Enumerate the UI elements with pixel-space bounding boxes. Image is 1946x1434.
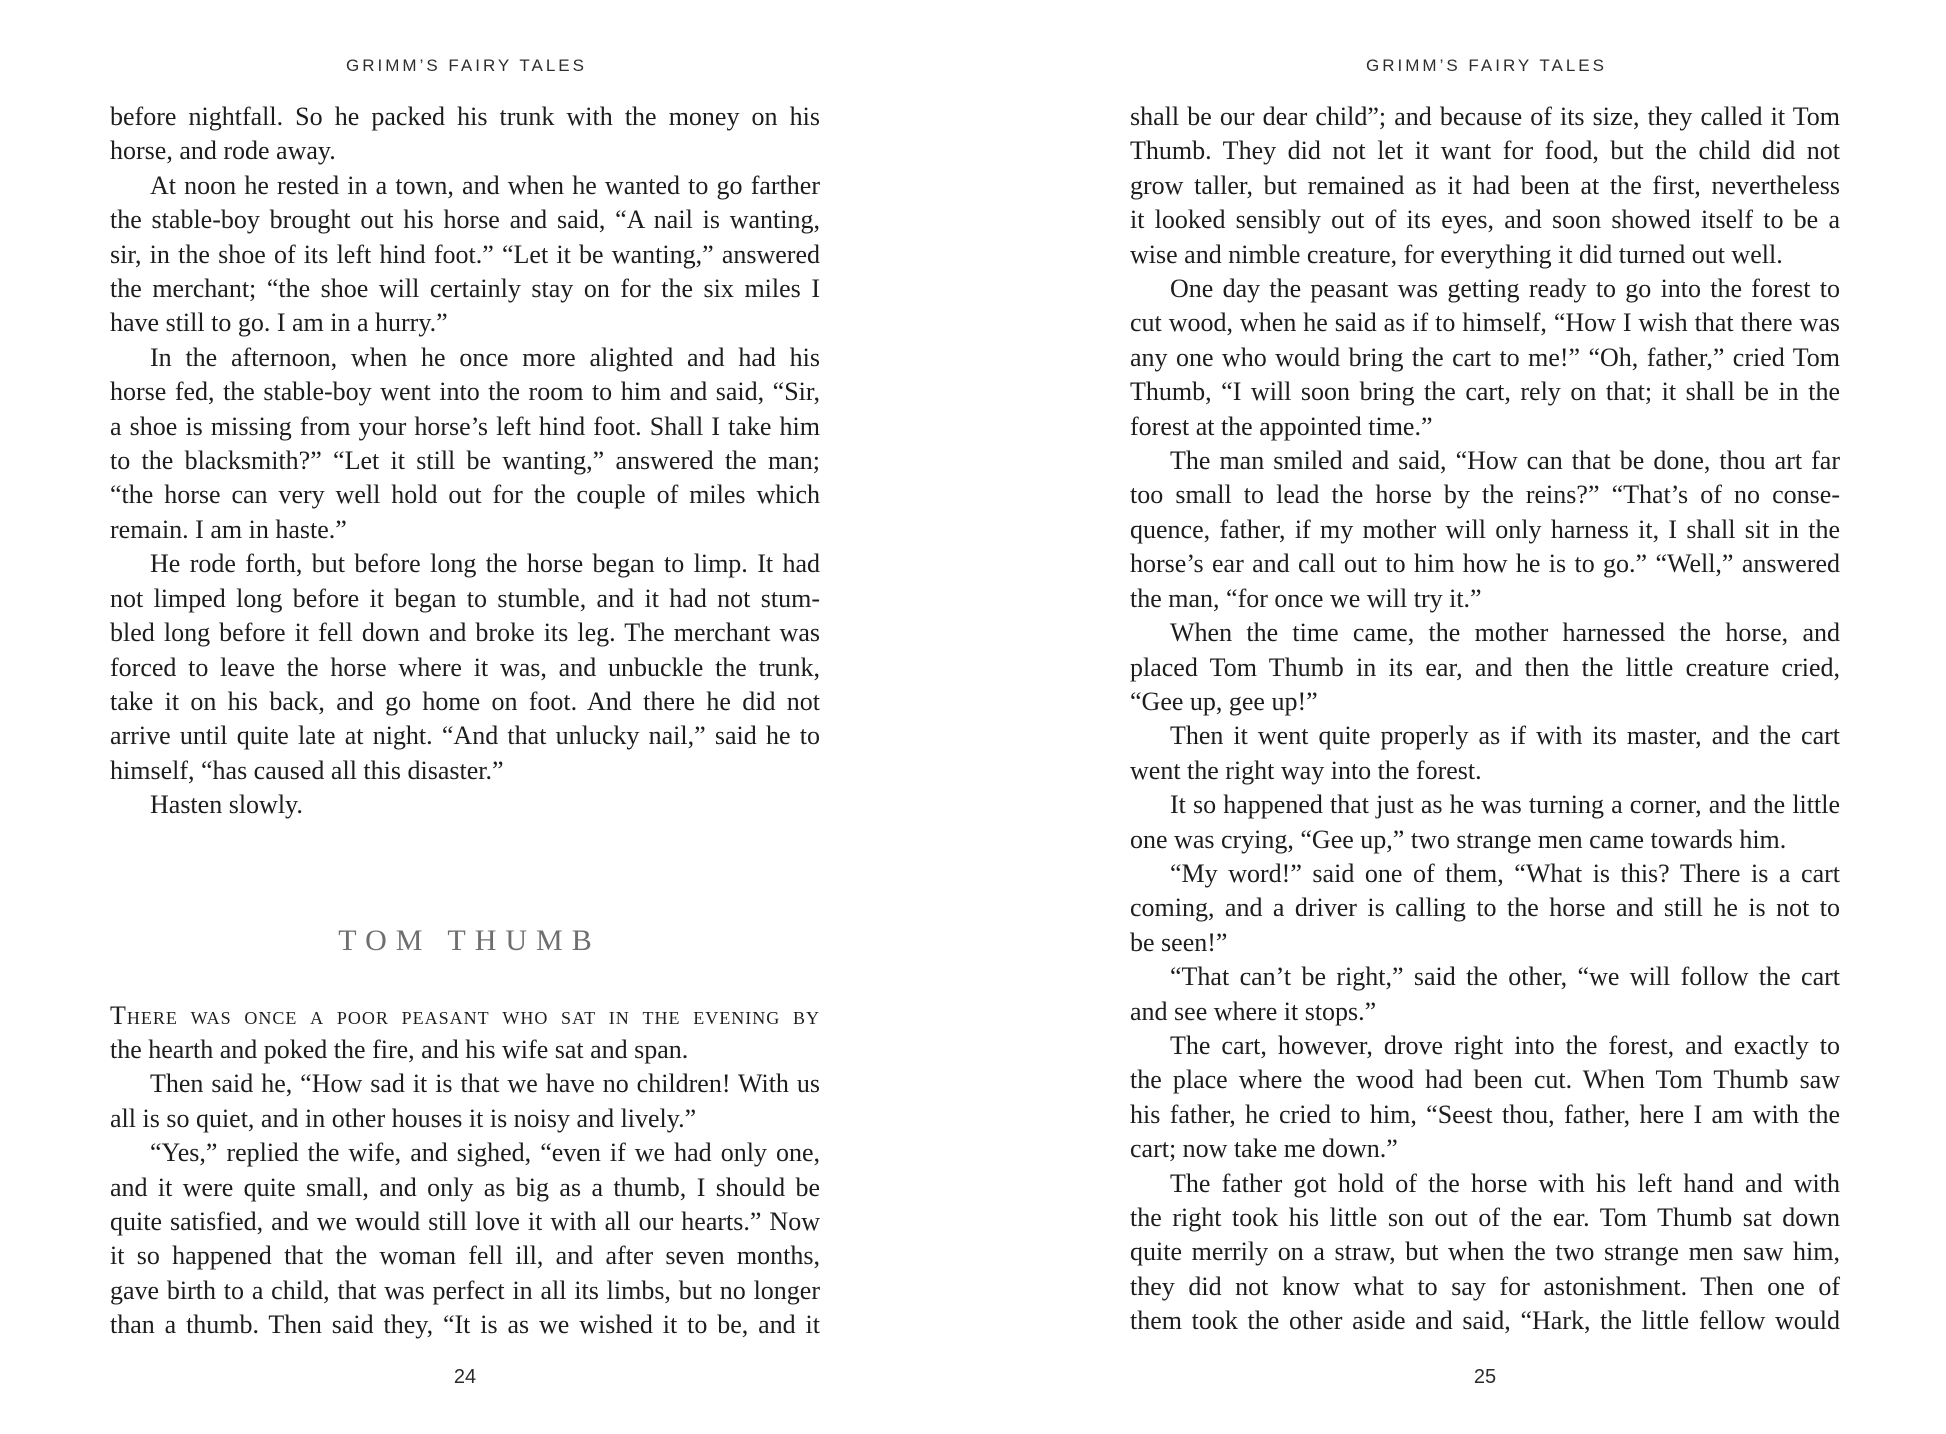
- text-line: The cart, however, drove right into the forest, and exactly to: [1170, 1030, 1840, 1060]
- page-body: [1130, 100, 1840, 1339]
- text-line: not limped long before it began to stumble, and it had not stum-: [110, 583, 820, 613]
- text-line: and see where it stops.”: [1130, 996, 1377, 1026]
- text-line: quite satisfied, and we would still love it with all our hearts.” Now: [110, 1206, 820, 1236]
- text-line: One day the peasant was getting ready to go into the forest to: [1170, 274, 1840, 304]
- text-line: forest at the appointed time.”: [1130, 411, 1433, 441]
- text-line: have still to go. I am in a hurry.”: [110, 308, 448, 338]
- text-line: There was once a poor peasant who sat in the evening by: [110, 1000, 820, 1030]
- text-line: “My word!” said one of them, “What is this? There is a cart: [1170, 858, 1840, 888]
- text-line: quite merrily on a straw, but when the two strange men saw him,: [1130, 1237, 1840, 1267]
- text-line: went the right way into the forest.: [1130, 755, 1482, 785]
- paragraph: [1130, 616, 1840, 719]
- text-line: The father got hold of the horse with his left hand and with: [1170, 1168, 1840, 1198]
- paragraph: [1130, 960, 1840, 1029]
- page-body: [110, 100, 820, 1343]
- running-header: GRIMM’S FAIRY TALES: [1366, 56, 1607, 75]
- text-line: the merchant; “the shoe will certainly stay on for the six miles I: [110, 274, 820, 304]
- paragraph: [110, 341, 820, 547]
- text-line: grow taller, but remained as it had been at the first, nevertheless: [1130, 170, 1840, 200]
- paragraph: [1130, 1167, 1840, 1339]
- paragraph: [1130, 100, 1840, 272]
- text-line: arrive until quite late at night. “And that unlucky nail,” said he to: [110, 721, 820, 751]
- text-line: and it were quite small, and only as big as a thumb, I should be: [110, 1172, 820, 1202]
- paragraph: [110, 999, 820, 1068]
- text-line: “the horse can very well hold out for the couple of miles which: [110, 480, 820, 510]
- text-line: they did not know what to say for astonishment. Then one of: [1130, 1271, 1840, 1301]
- text-line: cart; now take me down.”: [1130, 1134, 1398, 1164]
- text-line: be seen!”: [1130, 927, 1228, 957]
- text-line: Hasten slowly.: [150, 790, 303, 820]
- text-line: it looked sensibly out of its eyes, and soon showed itself to be a: [1130, 205, 1840, 235]
- text-line: than a thumb. Then said they, “It is as we wished it to be, and it: [110, 1310, 820, 1340]
- paragraph: [110, 1067, 820, 1136]
- text-line: the place where the wood had been cut. When Tom Thumb saw: [1130, 1065, 1840, 1095]
- text-line: forced to leave the horse where it was, and unbuckle the trunk,: [110, 652, 820, 682]
- running-header: GRIMM’S FAIRY TALES: [346, 56, 587, 75]
- text-line: all is so quiet, and in other houses it is noisy and lively.”: [110, 1103, 697, 1133]
- text-line: any one who would bring the cart to me!” “Oh, father,” cried Tom: [1130, 342, 1840, 372]
- text-line: In the afternoon, when he once more alighted and had his: [150, 342, 820, 372]
- paragraph: [110, 169, 820, 341]
- text-line: Then it went quite properly as if with its master, and the cart: [1170, 721, 1840, 751]
- text-line: horse, and rode away.: [110, 136, 336, 166]
- text-line: quence, father, if my mother will only harness it, I shall sit in the: [1130, 514, 1840, 544]
- text-line: gave birth to a child, that was perfect in all its limbs, but no longer: [110, 1275, 820, 1305]
- paragraph: [1130, 719, 1840, 788]
- text-line: himself, “has caused all this disaster.”: [110, 755, 504, 785]
- text-line: Then said he, “How sad it is that we have no children! With us: [150, 1069, 820, 1099]
- text-line: the stable-boy brought out his horse and said, “A nail is wanting,: [110, 205, 820, 235]
- text-line: take it on his back, and go home on foot. And there he did not: [110, 686, 820, 716]
- text-line: wise and nimble creature, for everything it did turned out well.: [1130, 239, 1783, 269]
- paragraph: [1130, 272, 1840, 444]
- text-line: sir, in the shoe of its left hind foot.” “Let it be wanting,” answered: [110, 239, 820, 269]
- paragraph: [1130, 788, 1840, 857]
- text-line: It so happened that just as he was turning a corner, and the little: [1170, 790, 1840, 820]
- text-line: At noon he rested in a town, and when he wanted to go farther: [150, 170, 820, 200]
- paragraph: [110, 1136, 820, 1342]
- text-line: the hearth and poked the fire, and his wife sat and span.: [110, 1034, 689, 1064]
- text-line: horse fed, the stable-boy went into the room to him and said, “Sir,: [110, 377, 820, 407]
- text-line: He rode forth, but before long the horse began to limp. It had: [150, 549, 820, 579]
- text-line: horse’s ear and call out to him how he is to go.” “Well,” answered: [1130, 549, 1840, 579]
- text-line: coming, and a driver is calling to the horse and still he is not to: [1130, 893, 1840, 923]
- text-line: one was crying, “Gee up,” two strange men came towards him.: [1130, 824, 1787, 854]
- text-line: a shoe is missing from your horse’s left hind foot. Shall I take him: [110, 411, 820, 441]
- paragraph: [110, 547, 820, 788]
- chapter-heading: TOM THUMB: [338, 923, 601, 957]
- text-line: the man, “for once we will try it.”: [1130, 583, 1482, 613]
- paragraph: [110, 788, 820, 822]
- text-line: it so happened that the woman fell ill, and after seven months,: [110, 1241, 820, 1271]
- text-line: remain. I am in haste.”: [110, 514, 347, 544]
- paragraph: [1130, 1029, 1840, 1167]
- page-left: [110, 0, 820, 1434]
- text-line: placed Tom Thumb in its ear, and then the little creature cried,: [1130, 652, 1840, 682]
- text-line: bled long before it fell down and broke its leg. The merchant was: [110, 618, 820, 648]
- text-line: “That can’t be right,” said the other, “we will follow the cart: [1170, 962, 1840, 992]
- text-line: Thumb, “I will soon bring the cart, rely on that; it shall be in the: [1130, 377, 1840, 407]
- page-number: 24: [453, 1366, 477, 1388]
- text-line: before nightfall. So he packed his trunk with the money on his: [110, 102, 820, 131]
- text-line: his father, he cried to him, “Seest thou, father, here I am with the: [1130, 1099, 1840, 1129]
- text-line: “Gee up, gee up!”: [1130, 686, 1318, 716]
- text-line: too small to lead the horse by the reins?” “That’s of no conse-: [1130, 480, 1840, 510]
- text-line: Thumb. They did not let it want for food, but the child did not: [1130, 136, 1840, 166]
- text-line: The man smiled and said, “How can that be done, thou art far: [1170, 446, 1840, 476]
- text-line: them took the other aside and said, “Hark, the little fellow would: [1130, 1306, 1840, 1336]
- paragraph: [110, 100, 820, 169]
- paragraph: [1130, 857, 1840, 960]
- text-line: cut wood, when he said as if to himself, “How I wish that there was: [1130, 308, 1840, 338]
- page-right: [1130, 0, 1840, 1434]
- page-number: 25: [1473, 1366, 1497, 1388]
- text-line: When the time came, the mother harnessed the horse, and: [1170, 618, 1840, 648]
- text-line: shall be our dear child”; and because of its size, they called it Tom: [1130, 102, 1840, 131]
- text-line: the right took his little son out of the ear. Tom Thumb sat down: [1130, 1203, 1840, 1232]
- paragraph: [1130, 444, 1840, 616]
- text-line: “Yes,” replied the wife, and sighed, “even if we had only one,: [150, 1138, 820, 1168]
- text-line: to the blacksmith?” “Let it still be wanting,” answered the man;: [110, 446, 820, 476]
